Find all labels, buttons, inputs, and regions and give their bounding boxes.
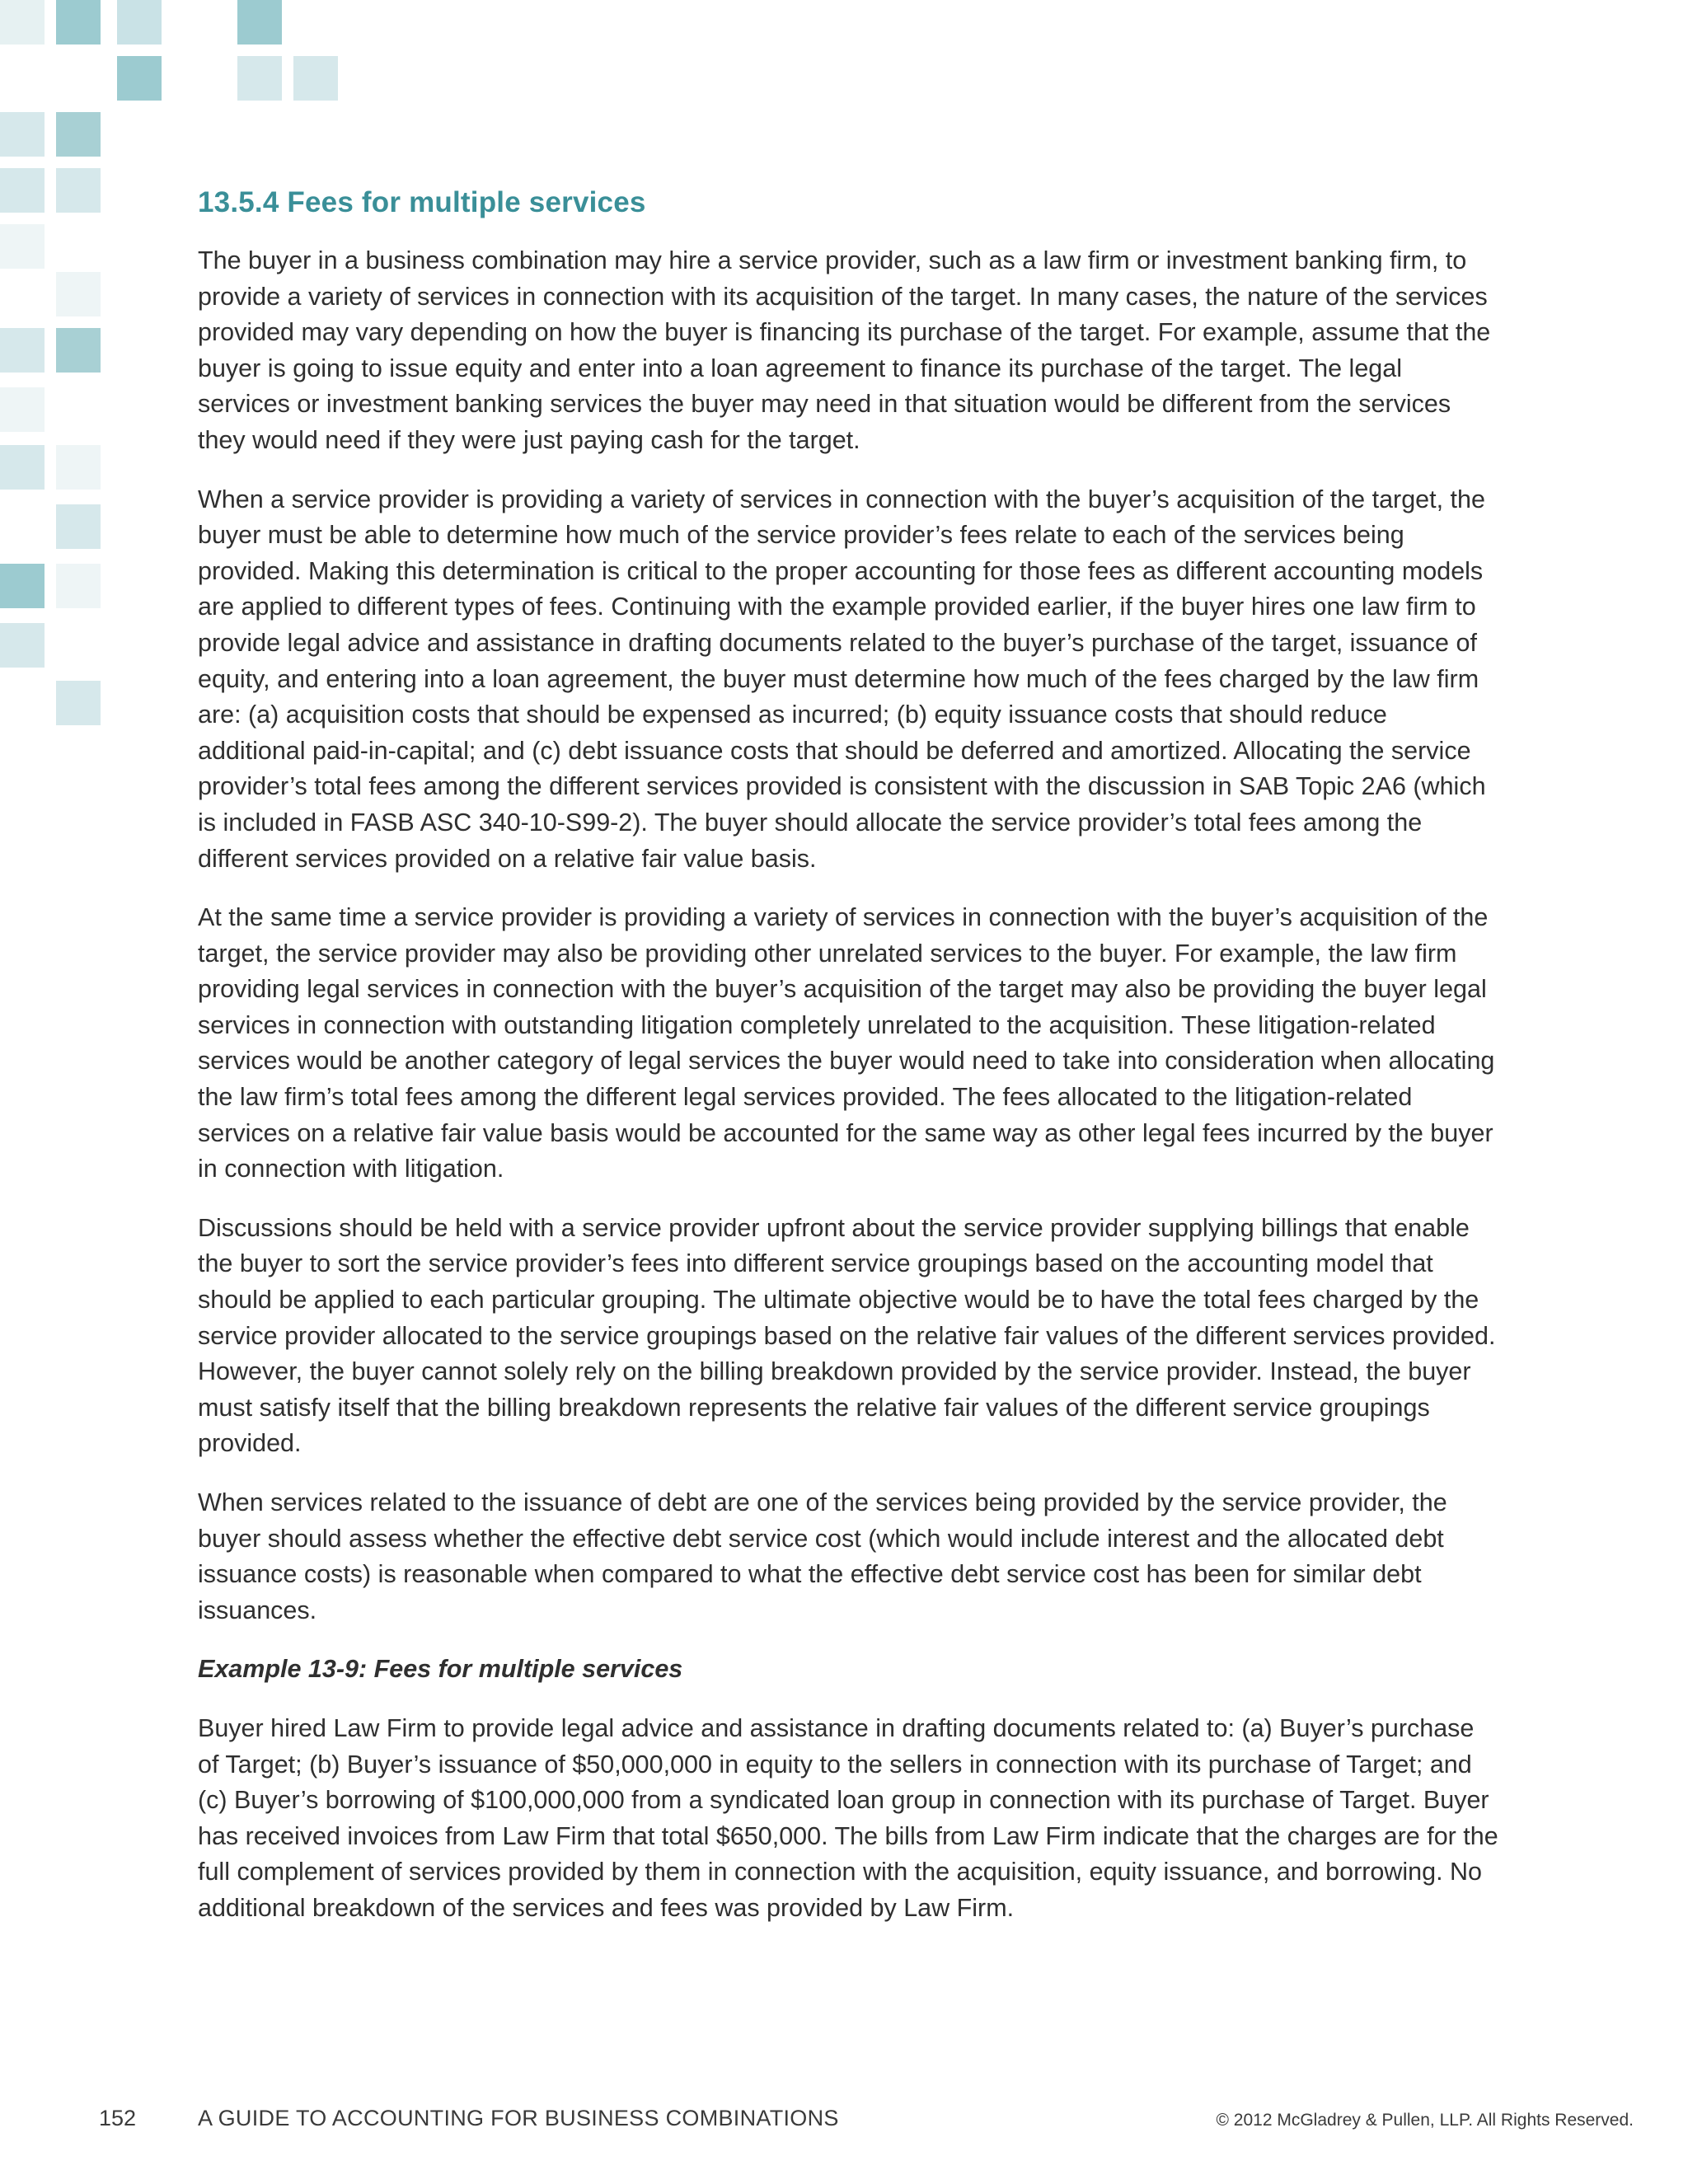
decor-square [237, 0, 282, 45]
decor-square [56, 272, 101, 316]
paragraph: The buyer in a business combination may hire a service provider, such as a law firm or investment banking firm, to provide a variety of services in connection with its acquisition of the target. In many cases, the nature of the services provided may vary depending on how the buyer is financing its purchase of the target. For example, assume that the buyer is going to issue equity and enter into a loan agreement to finance its purchase of the target. The legal services or investment banking services the buyer may need in that situation would be different from the services they would need if they were just paying cash for the target. [198, 246, 1491, 454]
paragraph: When services related to the issuance of debt are one of the services being provided by the service provider, the buyer should assess whether the effective debt service cost (which would include interest and the allocated debt issuance costs) is reasonable when compared to what the effective debt service cost has been for similar debt issuances. [198, 1488, 1447, 1624]
decor-square [56, 681, 101, 725]
decor-square [0, 168, 45, 213]
decor-square [117, 0, 162, 45]
decor-square [56, 112, 101, 157]
decor-square [56, 328, 101, 373]
paragraph: When a service provider is providing a variety of services in connection with the buyer’s acquisition of the target, the buyer must be able to determine how much of the service provider’s fees relate to each of the services being provided. Making this determination is critical to the proper accounting for those fees as different accounting models are applied to different types of fees. Continuing with the example provided earlier, if the buyer hires one law firm to provide legal advice and assistance in drafting documents related to the buyer’s purchase of the target, issuance of equity, and entering into a loan agreement, the buyer must determine how much of the fees charged by the law firm are: (a) acquisition costs that should be expensed as incurred; (b) equity issuance costs that should reduce additional paid-in-capital; and (c) debt issuance costs that should be deferred and amortized. Allocating the service provider’s total fees among the different services provided is consistent with the discussion in SAB Topic 2A6 (which is included in FASB ASC 340-10-S99-2). The buyer should allocate the service provider’s total fees among the different services provided on a relative fair value basis. [198, 485, 1486, 873]
decor-square [117, 56, 162, 101]
decor-square [56, 504, 101, 549]
decor-square [0, 564, 45, 608]
section-heading: 13.5.4 Fees for multiple services [198, 186, 646, 218]
page-number: 152 [99, 2106, 137, 2130]
page-footer [0, 2106, 1688, 2139]
decor-square [56, 564, 101, 608]
main-content [198, 185, 1500, 1950]
guide-title: A GUIDE TO ACCOUNTING FOR BUSINESS COMBINATIONS [198, 2106, 839, 2130]
example-title: Example 13-9: Fees for multiple services [198, 1655, 683, 1684]
decor-square [237, 56, 282, 101]
decor-square [293, 56, 338, 101]
decor-square [56, 168, 101, 213]
decor-square [0, 224, 45, 269]
decor-square [0, 623, 45, 668]
decor-square [0, 112, 45, 157]
example-body: Buyer hired Law Firm to provide legal advice and assistance in drafting documents related to: (a) Buyer’s purchase of Target; (b) Buyer’s issuance of $50,000,000 in equity to the sellers in connection with its purchase of Target; and (c) Buyer’s borrowing of $100,000,000 from a syndicated loan group in connection with its purchase of Target. Buyer has received invoices from Law Firm that total $650,000. The bills from Law Firm indicate that the charges are for the full complement of services provided by them in connection with the acquisition, equity issuance, and borrowing. No additional breakdown of the services and fees was provided by Law Firm. [198, 1713, 1498, 1922]
decor-square [56, 445, 101, 490]
decor-square [0, 328, 45, 373]
decor-square [0, 445, 45, 490]
paragraph: Discussions should be held with a service provider upfront about the service provider supplying billings that enable the buyer to sort the service provider’s fees into different service groupings based on the accounting model that should be applied to each particular grouping. The ultimate objective would be to have the total fees charged by the service provider allocated to the service groupings based on the relative fair values of the different services provided. However, the buyer cannot solely rely on the billing breakdown provided by the service provider. Instead, the buyer must satisfy itself that the billing breakdown represents the relative fair values of the different service groupings provided. [198, 1213, 1496, 1458]
paragraph: At the same time a service provider is providing a variety of services in connection with the buyer’s acquisition of the target, the service provider may also be providing other unrelated services to the buyer. For example, the law firm providing legal services in connection with the buyer’s acquisition of the target may also be providing the buyer legal services in connection with outstanding litigation completely unrelated to the acquisition. These litigation-related services would be another category of legal services the buyer would need to take into consideration when allocating the law firm’s total fees among the different legal services provided. The fees allocated to the litigation-related services on a relative fair value basis would be accounted for the same way as other legal fees incurred by the buyer in connection with litigation. [198, 903, 1495, 1183]
decor-square [56, 0, 101, 45]
copyright-notice: © 2012 McGladrey & Pullen, LLP. All Rights Reserved. [1216, 2111, 1634, 2130]
decor-square [0, 0, 45, 45]
decor-square [0, 387, 45, 432]
